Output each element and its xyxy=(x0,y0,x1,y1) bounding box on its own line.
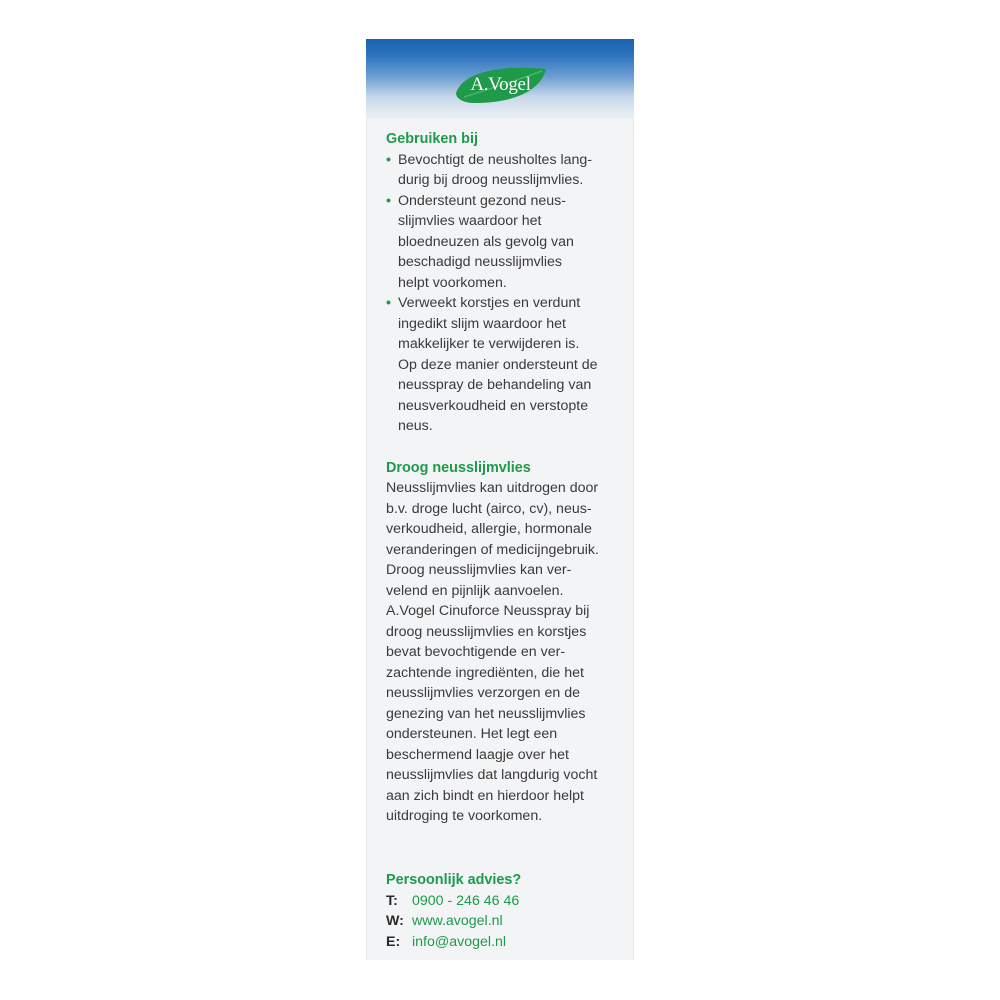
contact-email-row xyxy=(386,932,626,953)
contact-phone-row xyxy=(386,891,626,912)
dry-mucosa-paragraph: Neusslijmvlies kan uitdrogen door b.v. droge lucht (airco, cv), neus- verkoudheid, allergie, hormonale veranderingen of medicijngebruik. Droog neusslijmvlies kan ver- velend en pijnlijk aanvoelen. A.Vogel Cinuforce Neusspray bij droog neusslijmvlies en korstjes bevat bevochtigende en ver- zachtende ingrediënten, die het neusslijmvlies verzorgen en de genezing van het neusslijmvlies ondersteunen. Het legt een beschermend laagje over het neusslijmvlies dat langdurig vocht aan zich bindt en hierdoor helpt uitdroging te voorkomen. xyxy=(386,480,599,824)
section-heading-dry: Droog neusslijmvlies xyxy=(386,459,531,476)
use-bullet-list xyxy=(386,150,620,437)
bullet-item xyxy=(386,191,620,294)
bullet-dot-icon: • xyxy=(386,295,391,311)
section-use xyxy=(386,129,620,437)
bullet-text: Bevochtigt de neusholtes lang- durig bij droog neusslijmvlies. xyxy=(398,151,593,188)
phone-label: T: xyxy=(386,892,398,909)
contact-block xyxy=(386,870,626,952)
bullet-dot-icon: • xyxy=(386,151,391,168)
main-text xyxy=(386,129,620,827)
brand-logo xyxy=(450,63,551,107)
bullet-text: Ondersteunt gezond neus- slijmvlies waardoor het bloedneuzen als gevolg van beschadigd neusslijmvlies helpt voorkomen. xyxy=(398,192,574,291)
bullet-dot-icon: • xyxy=(386,192,391,209)
bullet-item xyxy=(386,293,620,437)
package-side-panel xyxy=(366,39,634,960)
email-link[interactable]: info@avogel.nl xyxy=(412,933,507,950)
section-heading-use: Gebruiken bij xyxy=(386,131,478,147)
phone-number[interactable]: 0900 - 246 46 46 xyxy=(412,892,520,909)
bullet-item xyxy=(386,150,620,191)
website-link[interactable]: www.avogel.nl xyxy=(412,913,503,929)
logo-text: A.Vogel xyxy=(470,74,531,95)
section-dry-mucosa xyxy=(386,458,620,827)
web-label: W: xyxy=(386,913,404,929)
bullet-text: Verweekt korstjes en verdunt ingedikt slijm waardoor het makkelijker te verwijderen is. Op deze manier ondersteunt de neusspray de behandeling van neusverkoudheid en verstopte neus. xyxy=(398,295,598,434)
contact-heading: Persoonlijk advies? xyxy=(386,872,522,888)
email-label: E: xyxy=(386,933,401,950)
contact-web-row xyxy=(386,911,626,932)
